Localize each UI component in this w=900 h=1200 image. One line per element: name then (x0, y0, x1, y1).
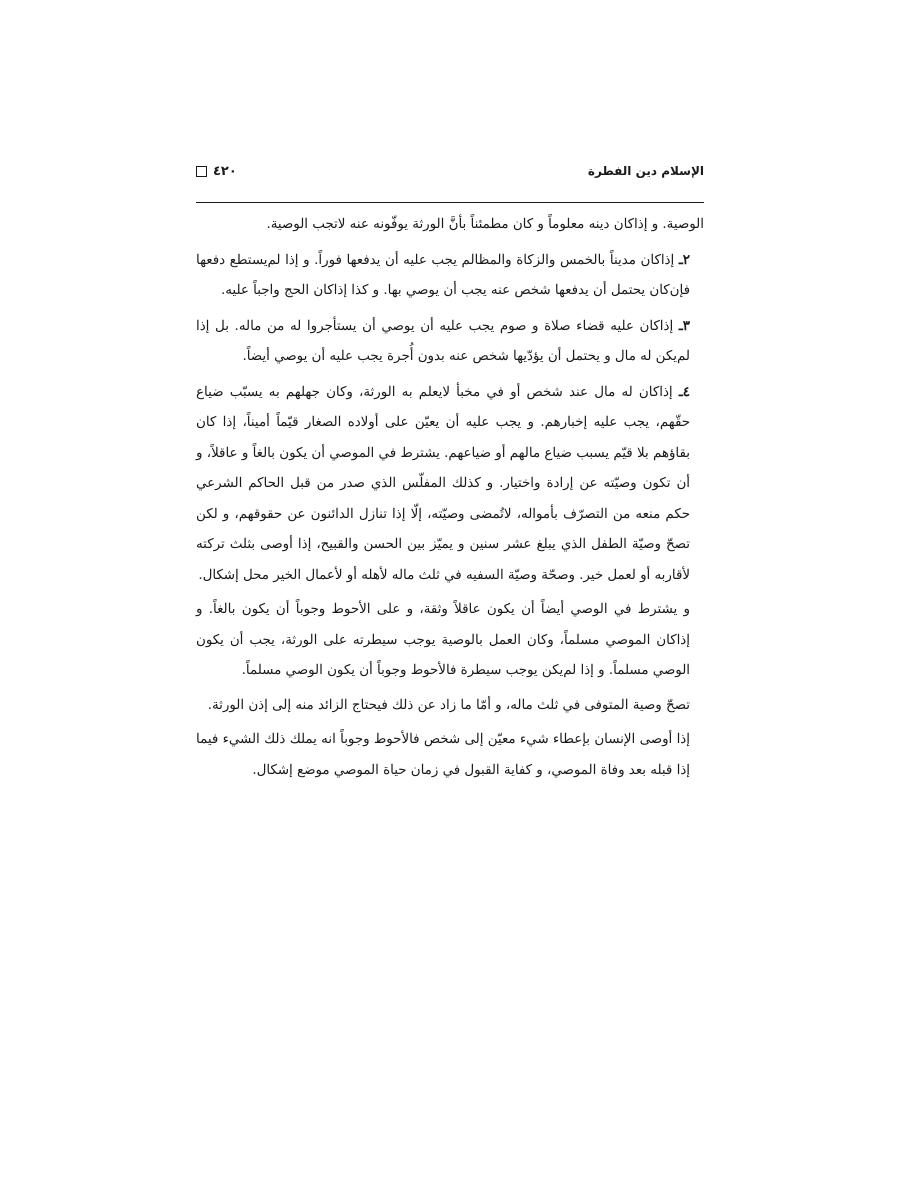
paragraph-text: إذاكان عليه قضاء صلاة و صوم يجب عليه أن يوصي أن يستأجروا له من ماله. بل إذا لم‌يكن له مال و يحتمل أن يؤدّيها شخص عنه بدون أُجرة يجب عليه أن يوصي أيضاً. (196, 318, 690, 364)
paragraph-text: الوصية. و إذاكان دينه معلوماً و كان مطمئناً بأنَّ الورثة يوفّونه عنه لاتجب الوصية. (266, 217, 704, 232)
square-icon (196, 166, 207, 177)
page-number: ٤٢٠ (213, 164, 237, 179)
paragraph-text: تصحّ وصية المتوفى في ثلث ماله، و أمّا ما زاد عن ذلك فيحتاج الزائد منه إلى إذن الورثة. (207, 697, 690, 713)
body-text (196, 210, 704, 790)
paragraph-number: ٢ـ (678, 251, 690, 268)
page-number-block (196, 164, 237, 179)
paragraph-number: ٣ـ (678, 317, 690, 334)
header-rule (196, 202, 704, 203)
paragraph (196, 691, 704, 722)
page-header (196, 160, 704, 194)
paragraph-text: إذاكان مديناً بالخمس والزكاة والمظالم يجب عليه أن يدفعها فوراً. و إذا لم‌يستطع دفعها فإن‌كان يحتمل أن يدفعها شخص عنه يجب أن يوصي بها. و كذا إذاكان الحج واجباً عليه. (196, 252, 690, 298)
paragraph-text: إذا أوصى الإنسان بإعطاء شيء معيّن إلى شخص فالأحوط وجوباً انه يملك ذلك الشيء فيما إذا قبله بعد وفاة الموصي، و كفاية القبول في زمان حياة الموصي موضع إشكال. (196, 732, 690, 778)
paragraph (196, 595, 704, 687)
book-title: الإسلام دين الفطرة (587, 164, 704, 178)
paragraph (196, 377, 704, 592)
paragraph (196, 725, 704, 786)
paragraph-number: ٤ـ (678, 383, 690, 400)
paragraph (196, 311, 704, 373)
paragraph-text: و يشترط في الوصي أيضاً أن يكون عاقلاً وثقة، و على الأحوط وجوباً أن يكون بالغاً. و إذاكان الموصي مسلماً، وكان العمل بالوصية يوجب سيطرته على الورثة، يجب أن يكون الوصي مسلماً. و إذا لم‌يكن يوجب سيطرة فالأحوط وجوباً أن يكون الوصي مسلماً. (196, 602, 690, 678)
paragraph (196, 210, 704, 241)
paragraph (196, 245, 704, 307)
page (196, 160, 704, 778)
paragraph-text: إذاكان له مال عند شخص أو في مخبأ لايعلم به الورثة، وكان جهلهم به يسبّب ضياع حقّهم، يجب عليه إخبارهم. و يجب عليه أن يعيّن على أولاده الصغار قيّماً أميناً، إذا كان بقاؤهم بلا قيّم يسبب ضياع مالهم أو ضياعهم. يشترط في الموصي أن يكون بالغاً و عاقلاً، و أن تكون وصيّته عن إرادة واختيار. و كذلك المفلّس الذي صدر من قبل الحاكم الشرعي حكم منعه من التصرّف بأمواله، لاتُمضى وصيّته، إلّا إذا تنازل الدائنون عن حقوقهم، و لكن تصحّ وصيّة الطفل الذي يبلغ عشر سنين و يميّز بين الحسن والقبيح، إذا أوصى بثلث تركته لأقاربه أو لعمل خير. وصحّة وصيّة السفيه في ثلث ماله لأهله أو لأعمال الخير محل إشكال. (196, 384, 690, 583)
